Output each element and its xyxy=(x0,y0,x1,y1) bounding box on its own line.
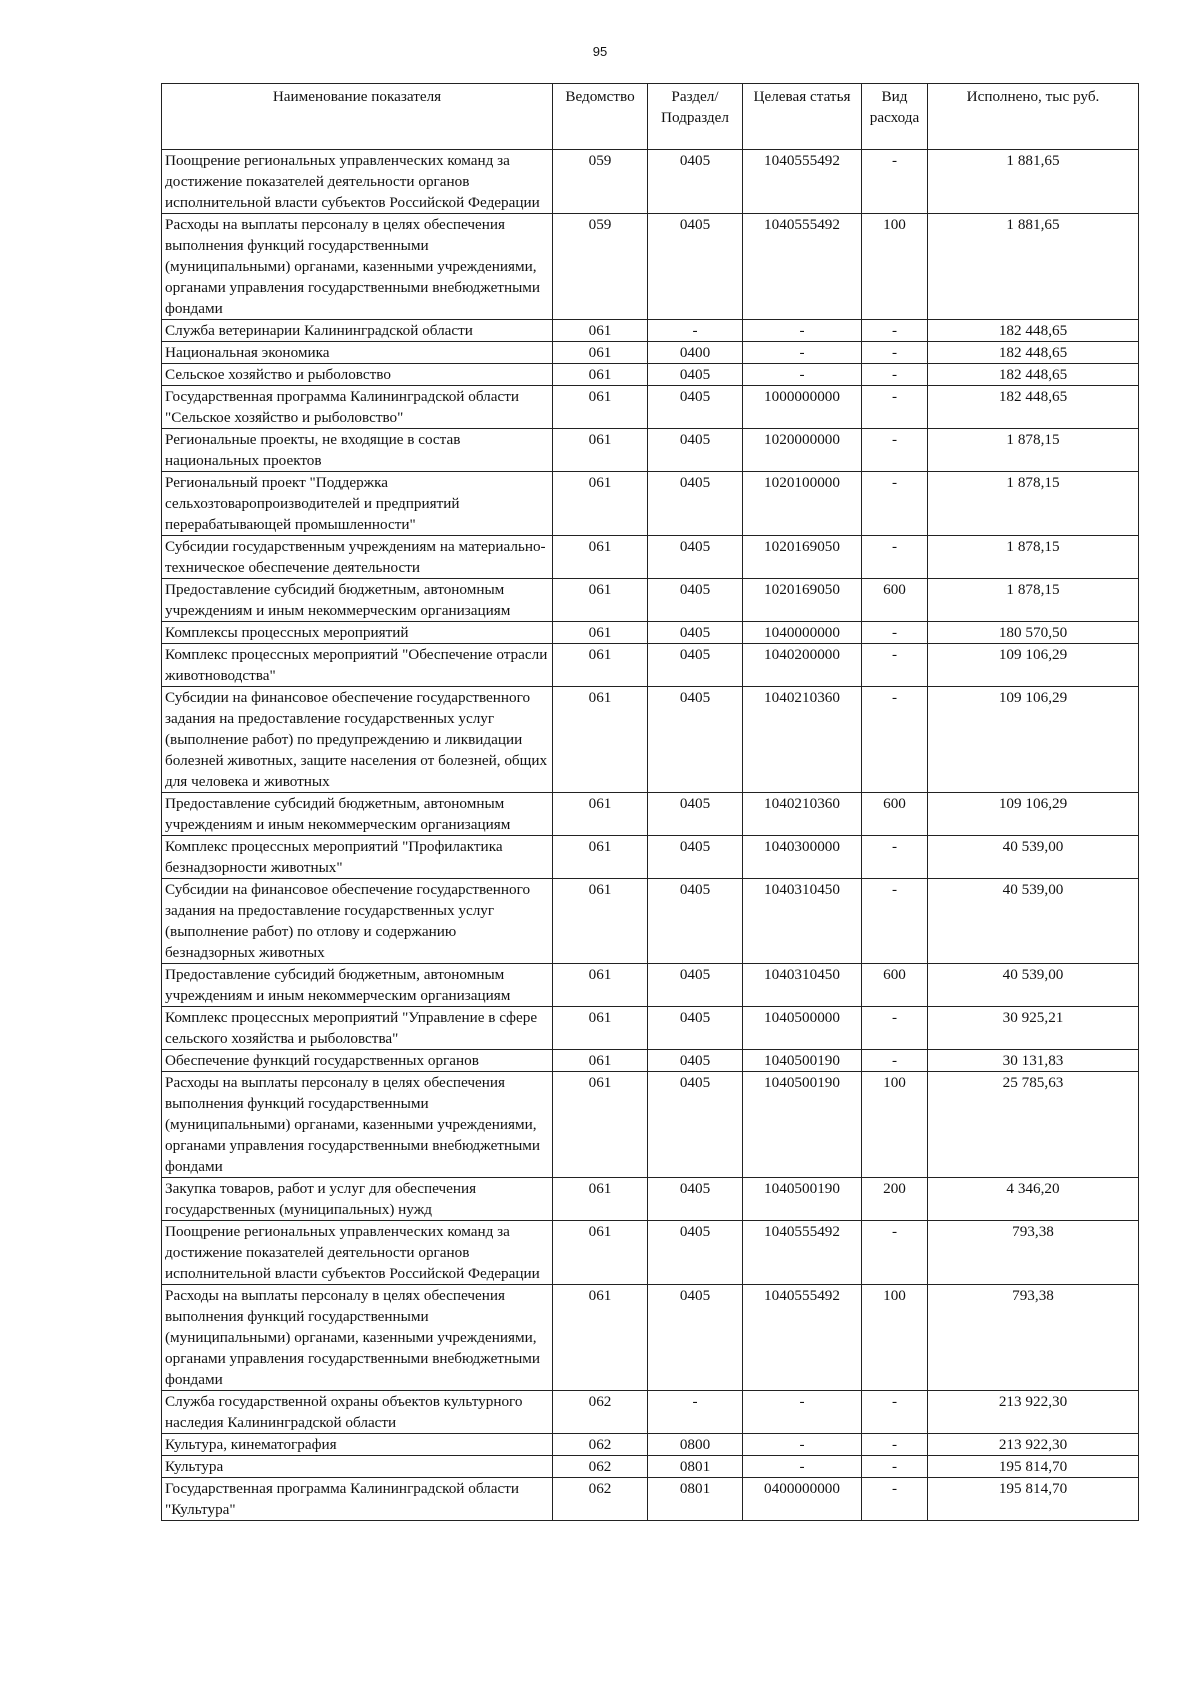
cell-section: 0405 xyxy=(648,364,743,386)
table-row xyxy=(162,536,1139,579)
cell-target: 1040310450 xyxy=(743,964,862,1007)
cell-kind: - xyxy=(862,836,928,879)
cell-section: 0801 xyxy=(648,1478,743,1521)
cell-section: 0405 xyxy=(648,793,743,836)
cell-target: - xyxy=(743,364,862,386)
header-amount: Исполнено, тыс руб. xyxy=(928,84,1139,150)
cell-name: Поощрение региональных управленческих команд за достижение показателей деятельности органов исполнительной власти субъектов Российской Федерации xyxy=(162,1221,553,1285)
table-row xyxy=(162,622,1139,644)
cell-target: - xyxy=(743,342,862,364)
cell-kind: - xyxy=(862,1221,928,1285)
cell-amount: 109 106,29 xyxy=(928,793,1139,836)
cell-name: Предоставление субсидий бюджетным, автономным учреждениям и иным некоммерческим организациям xyxy=(162,964,553,1007)
budget-table xyxy=(161,83,1139,1521)
table-row xyxy=(162,150,1139,214)
cell-dept: 061 xyxy=(553,429,648,472)
cell-dept: 061 xyxy=(553,472,648,536)
cell-section: 0405 xyxy=(648,1178,743,1221)
cell-kind: - xyxy=(862,1478,928,1521)
cell-amount: 195 814,70 xyxy=(928,1456,1139,1478)
cell-amount: 195 814,70 xyxy=(928,1478,1139,1521)
table-row xyxy=(162,320,1139,342)
cell-kind: - xyxy=(862,622,928,644)
cell-section: 0405 xyxy=(648,1007,743,1050)
cell-target: 1020000000 xyxy=(743,429,862,472)
cell-dept: 061 xyxy=(553,364,648,386)
cell-amount: 109 106,29 xyxy=(928,644,1139,687)
cell-dept: 061 xyxy=(553,536,648,579)
cell-dept: 061 xyxy=(553,964,648,1007)
cell-target: 1040555492 xyxy=(743,150,862,214)
table-row xyxy=(162,1456,1139,1478)
cell-kind: 600 xyxy=(862,579,928,622)
cell-amount: 40 539,00 xyxy=(928,836,1139,879)
cell-dept: 061 xyxy=(553,1072,648,1178)
cell-section: 0405 xyxy=(648,386,743,429)
cell-name: Расходы на выплаты персоналу в целях обеспечения выполнения функций государственными (муниципальными) органами, казенными учреждениями, органами управления государственными внебюджетными фондами xyxy=(162,1072,553,1178)
cell-name: Обеспечение функций государственных органов xyxy=(162,1050,553,1072)
cell-name: Культура xyxy=(162,1456,553,1478)
cell-target: 1000000000 xyxy=(743,386,862,429)
cell-section: 0405 xyxy=(648,622,743,644)
cell-name: Национальная экономика xyxy=(162,342,553,364)
cell-dept: 061 xyxy=(553,342,648,364)
cell-name: Комплекс процессных мероприятий "Обеспечение отрасли животноводства" xyxy=(162,644,553,687)
cell-dept: 061 xyxy=(553,579,648,622)
cell-kind: - xyxy=(862,1007,928,1050)
cell-section: - xyxy=(648,1391,743,1434)
cell-kind: - xyxy=(862,1434,928,1456)
cell-amount: 213 922,30 xyxy=(928,1434,1139,1456)
cell-target: 1020100000 xyxy=(743,472,862,536)
cell-section: 0801 xyxy=(648,1456,743,1478)
table-header xyxy=(162,84,1139,150)
table-row xyxy=(162,386,1139,429)
table-row xyxy=(162,644,1139,687)
cell-target: 1040200000 xyxy=(743,644,862,687)
table-row xyxy=(162,1391,1139,1434)
cell-amount: 40 539,00 xyxy=(928,964,1139,1007)
table-row xyxy=(162,1007,1139,1050)
cell-amount: 109 106,29 xyxy=(928,687,1139,793)
cell-section: - xyxy=(648,320,743,342)
cell-target: 1040555492 xyxy=(743,1221,862,1285)
header-kind-line2: расхода xyxy=(869,109,920,126)
cell-amount: 182 448,65 xyxy=(928,320,1139,342)
cell-target: 1040310450 xyxy=(743,879,862,964)
cell-name: Субсидии на финансовое обеспечение государственного задания на предоставление государственных услуг (выполнение работ) по предупреждению и ликвидации болезней животных, защите населения от болезней, общих для человека и животных xyxy=(162,687,553,793)
cell-dept: 062 xyxy=(553,1434,648,1456)
cell-section: 0405 xyxy=(648,964,743,1007)
cell-name: Служба государственной охраны объектов культурного наследия Калининградской области xyxy=(162,1391,553,1434)
cell-dept: 059 xyxy=(553,214,648,320)
cell-dept: 061 xyxy=(553,644,648,687)
cell-target: 0400000000 xyxy=(743,1478,862,1521)
table-row xyxy=(162,879,1139,964)
table-row xyxy=(162,1434,1139,1456)
cell-target: - xyxy=(743,1456,862,1478)
cell-dept: 061 xyxy=(553,386,648,429)
cell-amount: 793,38 xyxy=(928,1221,1139,1285)
cell-dept: 061 xyxy=(553,879,648,964)
cell-name: Комплекс процессных мероприятий "Управление в сфере сельского хозяйства и рыболовства" xyxy=(162,1007,553,1050)
cell-section: 0405 xyxy=(648,836,743,879)
cell-target: - xyxy=(743,1434,862,1456)
cell-name: Субсидии государственным учреждениям на материально-техническое обеспечение деятельности xyxy=(162,536,553,579)
cell-kind: 100 xyxy=(862,1285,928,1391)
cell-amount: 1 878,15 xyxy=(928,536,1139,579)
cell-dept: 061 xyxy=(553,793,648,836)
cell-kind: 100 xyxy=(862,1072,928,1178)
cell-section: 0400 xyxy=(648,342,743,364)
cell-kind: - xyxy=(862,342,928,364)
cell-name: Закупка товаров, работ и услуг для обеспечения государственных (муниципальных) нужд xyxy=(162,1178,553,1221)
cell-amount: 793,38 xyxy=(928,1285,1139,1391)
cell-kind: - xyxy=(862,1050,928,1072)
cell-kind: - xyxy=(862,644,928,687)
page-number: 95 xyxy=(592,44,608,59)
cell-dept: 062 xyxy=(553,1456,648,1478)
cell-amount: 1 878,15 xyxy=(928,579,1139,622)
cell-amount: 180 570,50 xyxy=(928,622,1139,644)
cell-target: 1040210360 xyxy=(743,793,862,836)
cell-target: - xyxy=(743,320,862,342)
table-row xyxy=(162,687,1139,793)
cell-name: Комплекс процессных мероприятий "Профилактика безнадзорности животных" xyxy=(162,836,553,879)
cell-name: Расходы на выплаты персоналу в целях обеспечения выполнения функций государственными (муниципальными) органами, казенными учреждениями, органами управления государственными внебюджетными фондами xyxy=(162,214,553,320)
cell-target: 1040500190 xyxy=(743,1072,862,1178)
cell-dept: 061 xyxy=(553,687,648,793)
cell-section: 0405 xyxy=(648,1050,743,1072)
cell-amount: 1 878,15 xyxy=(928,472,1139,536)
table-row xyxy=(162,472,1139,536)
cell-name: Субсидии на финансовое обеспечение государственного задания на предоставление государственных услуг (выполнение работ) по отлову и содержанию безнадзорных животных xyxy=(162,879,553,964)
cell-dept: 061 xyxy=(553,1178,648,1221)
cell-amount: 182 448,65 xyxy=(928,364,1139,386)
header-target: Целевая статья xyxy=(743,84,862,150)
cell-section: 0405 xyxy=(648,429,743,472)
cell-target: 1020169050 xyxy=(743,579,862,622)
cell-dept: 061 xyxy=(553,1221,648,1285)
cell-kind: - xyxy=(862,1456,928,1478)
cell-name: Сельское хозяйство и рыболовство xyxy=(162,364,553,386)
cell-name: Культура, кинематография xyxy=(162,1434,553,1456)
cell-kind: - xyxy=(862,386,928,429)
cell-name: Служба ветеринарии Калининградской области xyxy=(162,320,553,342)
cell-amount: 182 448,65 xyxy=(928,386,1139,429)
cell-section: 0405 xyxy=(648,472,743,536)
cell-section: 0800 xyxy=(648,1434,743,1456)
cell-kind: - xyxy=(862,364,928,386)
cell-kind: 600 xyxy=(862,964,928,1007)
table-row xyxy=(162,1221,1139,1285)
cell-dept: 061 xyxy=(553,320,648,342)
header-section-line1: Раздел/ xyxy=(671,88,719,105)
cell-section: 0405 xyxy=(648,579,743,622)
cell-kind: - xyxy=(862,150,928,214)
cell-target: 1040500000 xyxy=(743,1007,862,1050)
table-row xyxy=(162,1285,1139,1391)
table-row xyxy=(162,579,1139,622)
cell-name: Региональные проекты, не входящие в состав национальных проектов xyxy=(162,429,553,472)
table-row xyxy=(162,793,1139,836)
cell-amount: 1 878,15 xyxy=(928,429,1139,472)
cell-target: 1040500190 xyxy=(743,1178,862,1221)
cell-dept: 061 xyxy=(553,1285,648,1391)
cell-section: 0405 xyxy=(648,536,743,579)
cell-target: 1040210360 xyxy=(743,687,862,793)
cell-kind: - xyxy=(862,879,928,964)
header-kind xyxy=(862,84,928,150)
cell-dept: 061 xyxy=(553,1007,648,1050)
cell-kind: - xyxy=(862,1391,928,1434)
cell-amount: 4 346,20 xyxy=(928,1178,1139,1221)
cell-target: 1040300000 xyxy=(743,836,862,879)
cell-section: 0405 xyxy=(648,214,743,320)
cell-target: 1040500190 xyxy=(743,1050,862,1072)
table-row xyxy=(162,1178,1139,1221)
table-row xyxy=(162,214,1139,320)
cell-dept: 061 xyxy=(553,622,648,644)
cell-dept: 062 xyxy=(553,1478,648,1521)
cell-name: Поощрение региональных управленческих команд за достижение показателей деятельности органов исполнительной власти субъектов Российской Федерации xyxy=(162,150,553,214)
table-row xyxy=(162,342,1139,364)
cell-dept: 062 xyxy=(553,1391,648,1434)
cell-amount: 1 881,65 xyxy=(928,150,1139,214)
cell-amount: 30 131,83 xyxy=(928,1050,1139,1072)
cell-kind: - xyxy=(862,687,928,793)
cell-amount: 213 922,30 xyxy=(928,1391,1139,1434)
header-kind-line1: Вид xyxy=(881,88,908,105)
cell-section: 0405 xyxy=(648,150,743,214)
cell-section: 0405 xyxy=(648,1221,743,1285)
cell-target: 1040555492 xyxy=(743,214,862,320)
cell-dept: 061 xyxy=(553,1050,648,1072)
cell-kind: 100 xyxy=(862,214,928,320)
cell-name: Предоставление субсидий бюджетным, автономным учреждениям и иным некоммерческим организациям xyxy=(162,579,553,622)
cell-target: - xyxy=(743,1391,862,1434)
header-dept: Ведомство xyxy=(553,84,648,150)
cell-section: 0405 xyxy=(648,644,743,687)
header-section xyxy=(648,84,743,150)
table-row xyxy=(162,429,1139,472)
table-row xyxy=(162,1072,1139,1178)
cell-amount: 1 881,65 xyxy=(928,214,1139,320)
cell-amount: 30 925,21 xyxy=(928,1007,1139,1050)
table-row xyxy=(162,1050,1139,1072)
cell-name: Региональный проект "Поддержка сельхозтоваропроизводителей и предприятий перерабатывающей промышленности" xyxy=(162,472,553,536)
table-body xyxy=(162,150,1139,1521)
cell-kind: 200 xyxy=(862,1178,928,1221)
cell-kind: - xyxy=(862,320,928,342)
cell-name: Предоставление субсидий бюджетным, автономным учреждениям и иным некоммерческим организациям xyxy=(162,793,553,836)
cell-kind: - xyxy=(862,429,928,472)
cell-target: 1040555492 xyxy=(743,1285,862,1391)
cell-section: 0405 xyxy=(648,1285,743,1391)
cell-section: 0405 xyxy=(648,687,743,793)
cell-name: Расходы на выплаты персоналу в целях обеспечения выполнения функций государственными (муниципальными) органами, казенными учреждениями, органами управления государственными внебюджетными фондами xyxy=(162,1285,553,1391)
cell-target: 1020169050 xyxy=(743,536,862,579)
cell-kind: - xyxy=(862,536,928,579)
cell-amount: 25 785,63 xyxy=(928,1072,1139,1178)
table-row xyxy=(162,364,1139,386)
cell-name: Государственная программа Калининградской области "Сельское хозяйство и рыболовство" xyxy=(162,386,553,429)
header-name: Наименование показателя xyxy=(162,84,553,150)
cell-dept: 059 xyxy=(553,150,648,214)
table-row xyxy=(162,964,1139,1007)
cell-kind: - xyxy=(862,472,928,536)
cell-name: Государственная программа Калининградской области "Культура" xyxy=(162,1478,553,1521)
header-section-line2: Подраздел xyxy=(661,109,729,126)
cell-kind: 600 xyxy=(862,793,928,836)
table-row xyxy=(162,1478,1139,1521)
cell-section: 0405 xyxy=(648,879,743,964)
cell-section: 0405 xyxy=(648,1072,743,1178)
cell-target: 1040000000 xyxy=(743,622,862,644)
cell-dept: 061 xyxy=(553,836,648,879)
cell-amount: 40 539,00 xyxy=(928,879,1139,964)
cell-name: Комплексы процессных мероприятий xyxy=(162,622,553,644)
cell-amount: 182 448,65 xyxy=(928,342,1139,364)
table-row xyxy=(162,836,1139,879)
